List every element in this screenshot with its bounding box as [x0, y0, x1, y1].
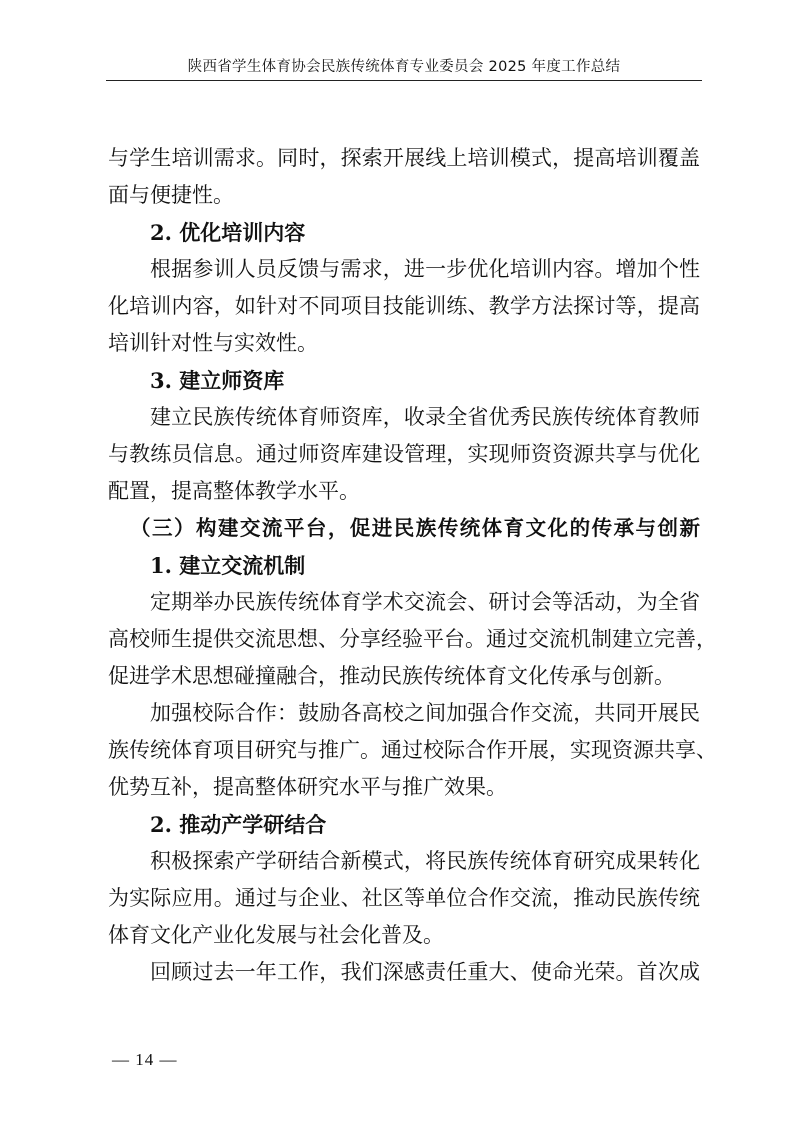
- header-divider: [106, 80, 702, 81]
- body-line: 为实际应用。通过与企业、社区等单位合作交流，推动民族传统: [108, 886, 700, 910]
- body-line: 与教练员信息。通过师资库建设管理，实现师资资源共享与优化: [108, 442, 700, 466]
- section-heading-exchange-platform: （三）构建交流平台，促进民族传统体育文化的传承与创新: [130, 516, 700, 540]
- body-line: 族传统体育项目研究与推广。通过校际合作开展，实现资源共享、: [108, 738, 717, 762]
- page-header-title: 陕西省学生体育协会民族传统体育专业委员会 2025 年度工作总结: [187, 59, 621, 75]
- body-line: 配置，提高整体教学水平。: [108, 479, 360, 503]
- body-line: 培训针对性与实效性。: [108, 331, 318, 355]
- page-number: — 14 —: [112, 1050, 178, 1069]
- body-line: 高校师生提供交流思想、分享经验平台。通过交流机制建立完善，: [108, 627, 717, 651]
- body-line: 优势互补，提高整体研究水平与推广效果。: [108, 775, 507, 799]
- document-body: [108, 140, 717, 991]
- subheading-optimize-training: 2. 优化培训内容: [150, 220, 306, 245]
- subheading-exchange-mechanism: 1. 建立交流机制: [150, 553, 306, 578]
- body-line: 化培训内容，如针对不同项目技能训练、教学方法探讨等，提高: [108, 294, 700, 318]
- body-line: 建立民族传统体育师资库，收录全省优秀民族传统体育教师: [150, 405, 700, 429]
- body-line: 与学生培训需求。同时，探索开展线上培训模式，提高培训覆盖: [108, 146, 700, 170]
- subheading-teacher-pool: 3. 建立师资库: [150, 368, 285, 393]
- body-line: 回顾过去一年工作，我们深感责任重大、使命光荣。首次成: [150, 960, 700, 984]
- body-line: 定期举办民族传统体育学术交流会、研讨会等活动，为全省: [150, 590, 700, 614]
- body-line: 积极探索产学研结合新模式，将民族传统体育研究成果转化: [150, 849, 700, 873]
- body-line: 促进学术思想碰撞融合，推动民族传统体育文化传承与创新。: [108, 664, 675, 688]
- subheading-industry-research: 2. 推动产学研结合: [150, 812, 327, 837]
- body-line: 面与便捷性。: [108, 183, 234, 207]
- body-line: 体育文化产业化发展与社会化普及。: [108, 923, 444, 947]
- body-line: 根据参训人员反馈与需求，进一步优化培训内容。增加个性: [150, 257, 700, 281]
- body-line: 加强校际合作：鼓励各高校之间加强合作交流，共同开展民: [150, 701, 700, 725]
